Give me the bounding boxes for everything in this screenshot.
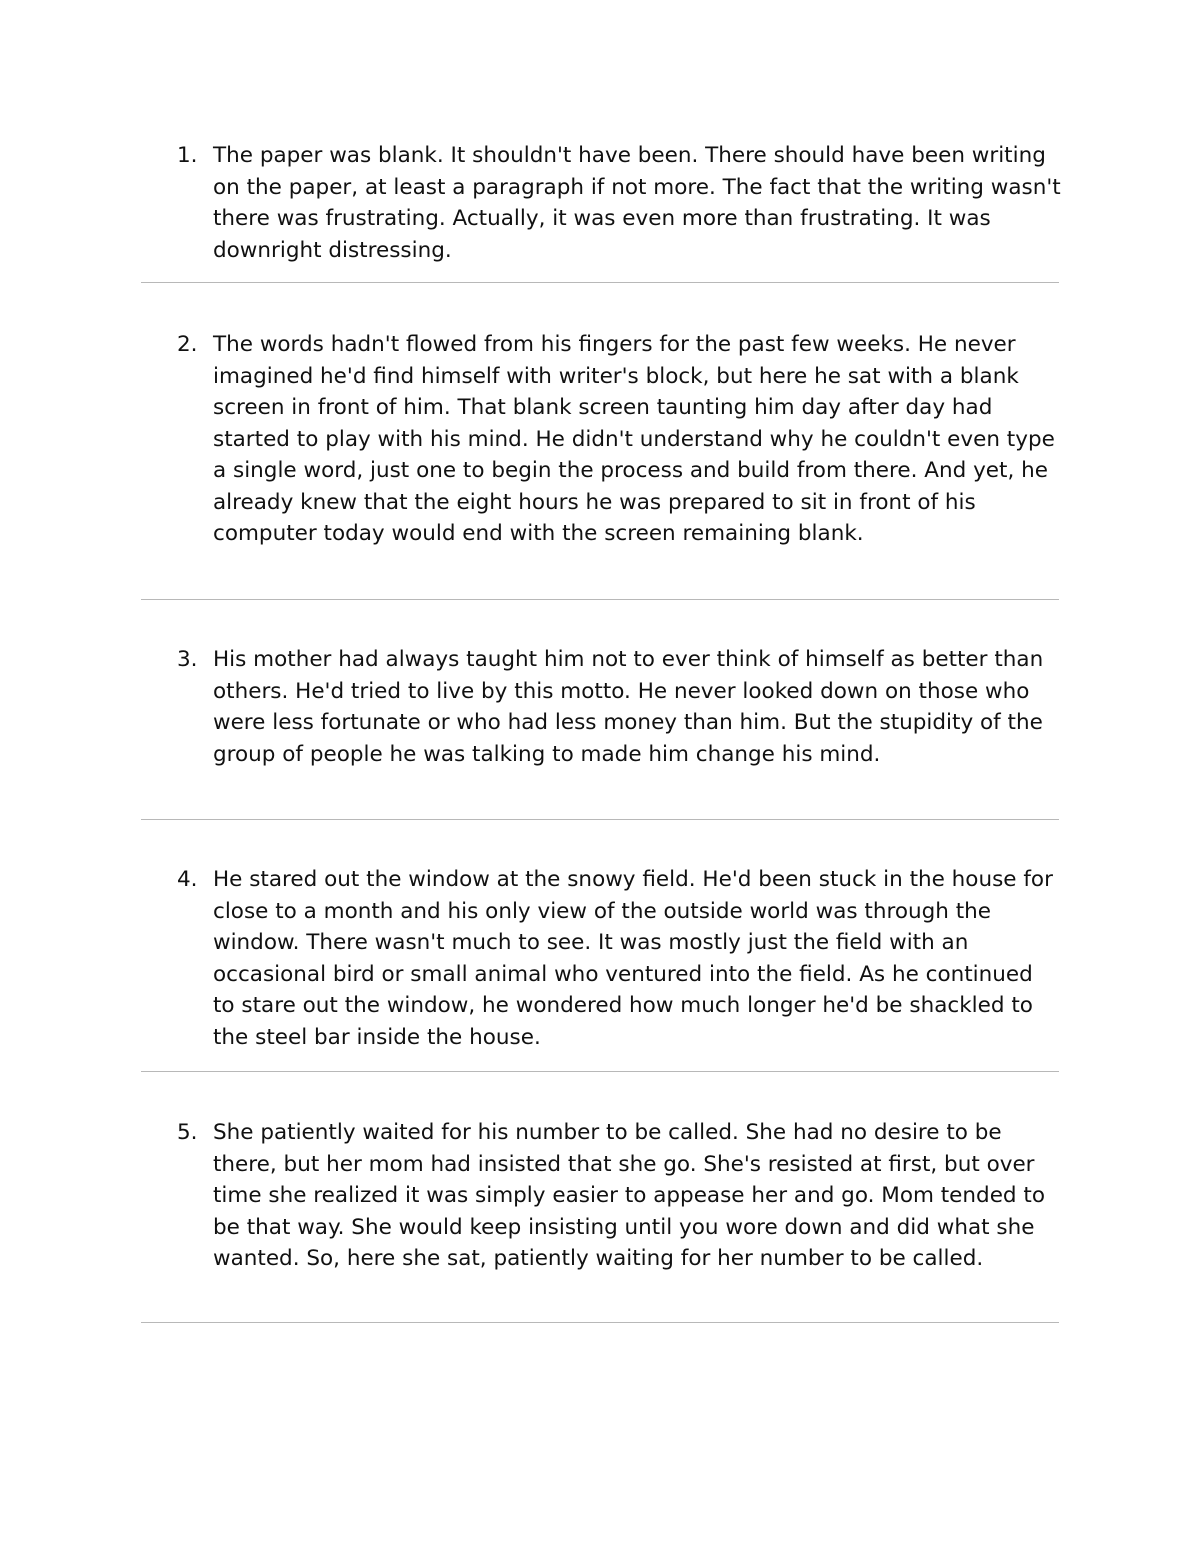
item-text: He stared out the window at the snowy field. He'd been stuck in the house for close to a month and his only view of the outside world was through the window. There wasn't much to see. It was mostly just the field with an occasional bird or small animal who ventured into the field. As he continued to stare out the window, he wondered how much longer he'd be shackled to the steel bar inside the house. [213, 867, 1053, 1050]
item-number: 4. [177, 867, 198, 892]
item-number: 1. [177, 143, 198, 168]
item-text: The paper was blank. It shouldn't have been. There should have been writing on the paper, at least a paragraph if not more. The fact that the writing wasn't there was frustrating. Actually, it was even more than frustrating. It was downright distressing. [213, 143, 1061, 263]
item-text: The words hadn't flowed from his fingers for the past few weeks. He never imagined he'd find himself with writer's block, but here he sat with a blank screen in front of him. That blank screen taunting him day after day had started to play with his mind. He didn't understand why he couldn't even type a single word, just one to begin the process and build from there. And yet, he already knew that the eight hours he was prepared to sit in front of his computer today would end with the screen remaining blank. [213, 332, 1055, 546]
divider [141, 819, 1059, 820]
item-number: 3. [177, 647, 198, 672]
divider [141, 1322, 1059, 1323]
divider [141, 1071, 1059, 1072]
item-text: His mother had always taught him not to ever think of himself as better than others. He'd tried to live by this motto. He never looked down on those who were less fortunate or who had less money than him. But the stupidity of the group of people he was talking to made him change his mind. [213, 647, 1044, 767]
item-number: 5. [177, 1120, 198, 1145]
item-text: She patiently waited for his number to be called. She had no desire to be there, but her mom had insisted that she go. She's resisted at first, but over time she realized it was simply easier to appease her and go. Mom tended to be that way. She would keep insisting until you wore down and did what she wanted. So, here she sat, patiently waiting for her number to be called. [213, 1120, 1045, 1271]
item-number: 2. [177, 332, 198, 357]
divider [141, 282, 1059, 283]
divider [141, 599, 1059, 600]
